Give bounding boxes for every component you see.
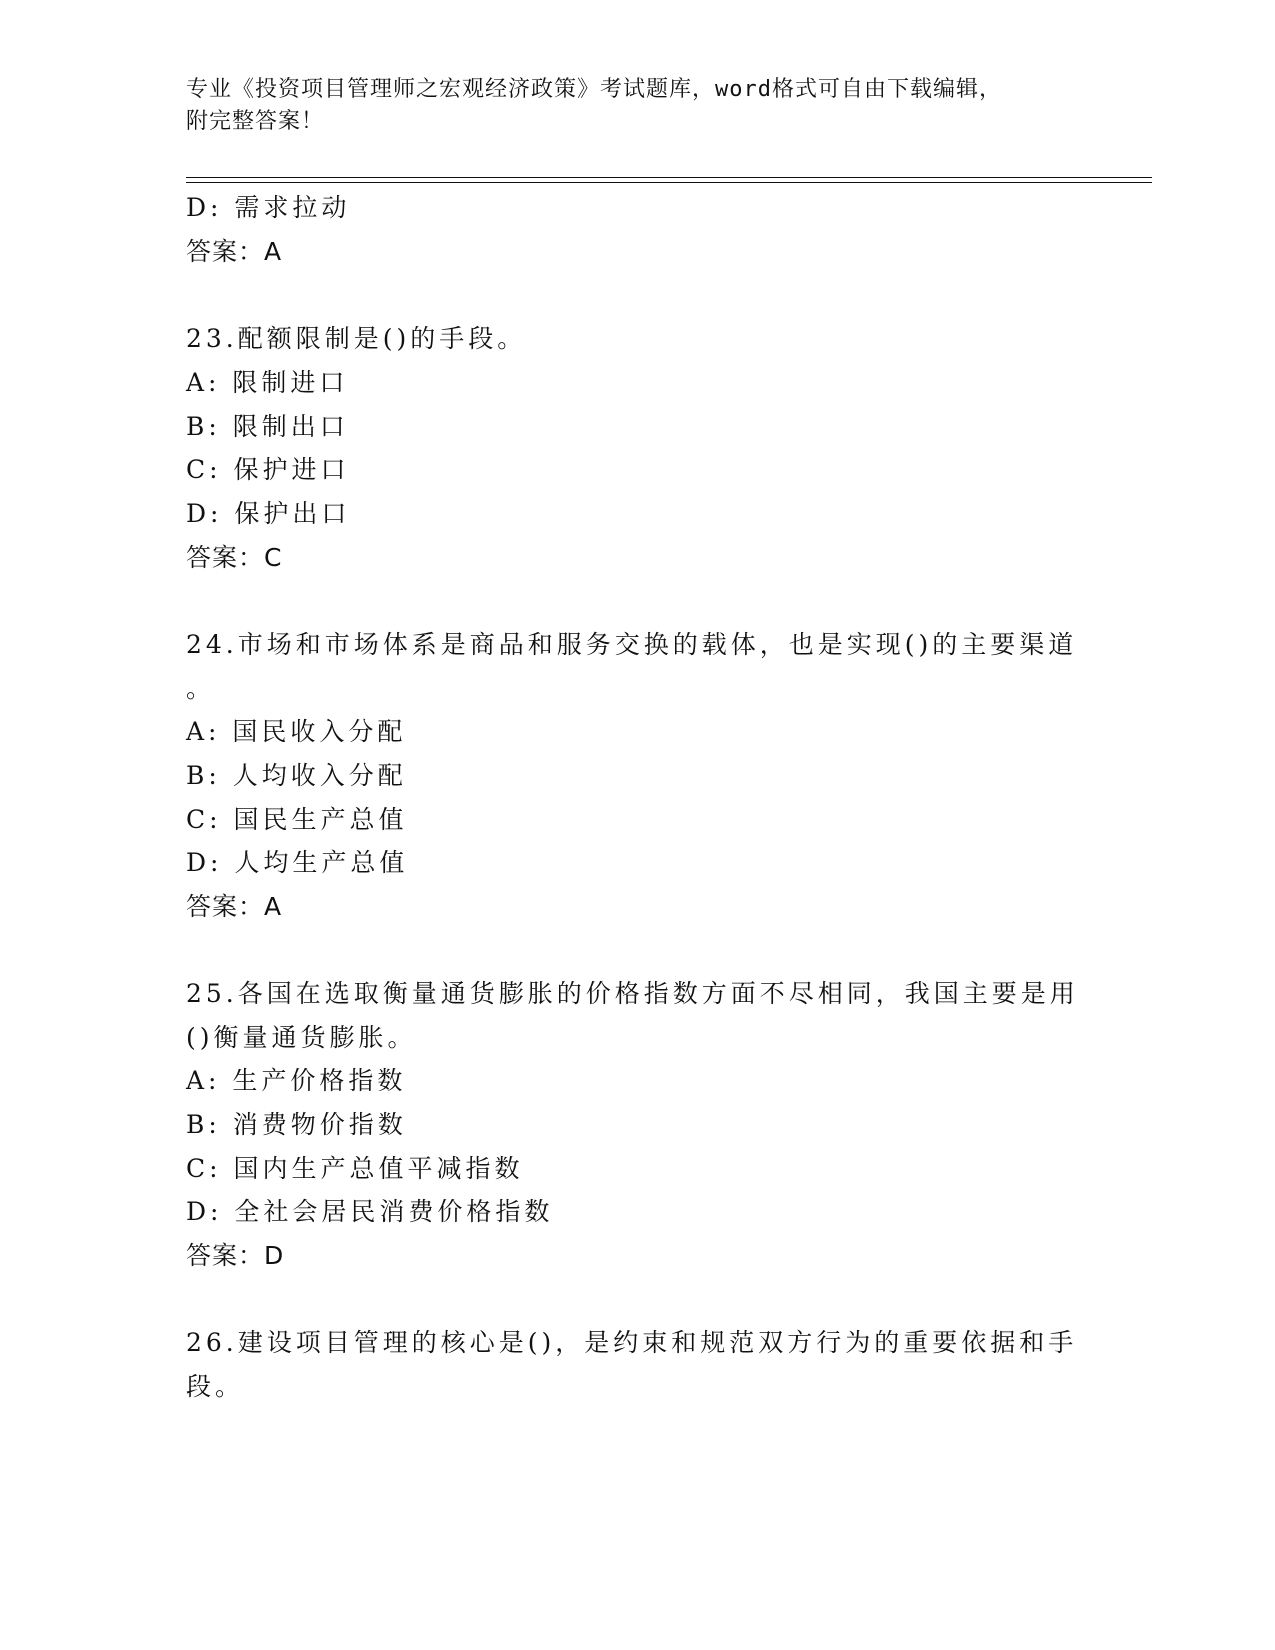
question-26: 26.建设项目管理的核心是()，是约束和规范双方行为的重要依据和手	[186, 1328, 1078, 1357]
q24-answer: 答案：A	[186, 892, 283, 921]
q24-option-d: D: 人均生产总值	[186, 848, 409, 877]
header-divider-bottom	[186, 182, 1152, 183]
header-divider-top	[186, 177, 1152, 178]
question-26-cont: 段。	[186, 1372, 245, 1401]
q23-option-b: B: 限制出口	[186, 412, 349, 441]
q24-option-b: B: 人均收入分配	[186, 761, 407, 790]
option-d-prev: D: 需求拉动	[186, 193, 351, 222]
question-25-cont: ()衡量通货膨胀。	[186, 1023, 417, 1052]
q25-option-a: A: 生产价格指数	[186, 1066, 407, 1095]
q23-option-d: D: 保护出口	[186, 499, 351, 528]
q24-option-a: A: 国民收入分配	[186, 717, 407, 746]
question-24: 24.市场和市场体系是商品和服务交换的载体，也是实现()的主要渠道	[186, 630, 1078, 659]
page-header	[186, 74, 1076, 138]
q25-option-c: C: 国内生产总值平减指数	[186, 1154, 524, 1183]
q23-option-c: C: 保护进口	[186, 455, 350, 484]
question-23: 23.配额限制是()的手段。	[186, 324, 527, 353]
q25-option-d: D: 全社会居民消费价格指数	[186, 1197, 554, 1226]
q25-option-b: B: 消费物价指数	[186, 1110, 407, 1139]
question-24-cont: 。	[186, 674, 216, 703]
header-line-1: 专业《投资项目管理师之宏观经济政策》考试题库，word格式可自由下载编辑，	[186, 77, 1002, 102]
question-25: 25.各国在选取衡量通货膨胀的价格指数方面不尽相同，我国主要是用	[186, 979, 1079, 1008]
q24-option-c: C: 国民生产总值	[186, 805, 408, 834]
q23-answer: 答案：C	[186, 543, 283, 572]
header-line-2: 附完整答案！	[186, 109, 325, 134]
q25-answer: 答案：D	[186, 1241, 285, 1270]
answer-prev: 答案：A	[186, 237, 283, 266]
q23-option-a: A: 限制进口	[186, 368, 349, 397]
